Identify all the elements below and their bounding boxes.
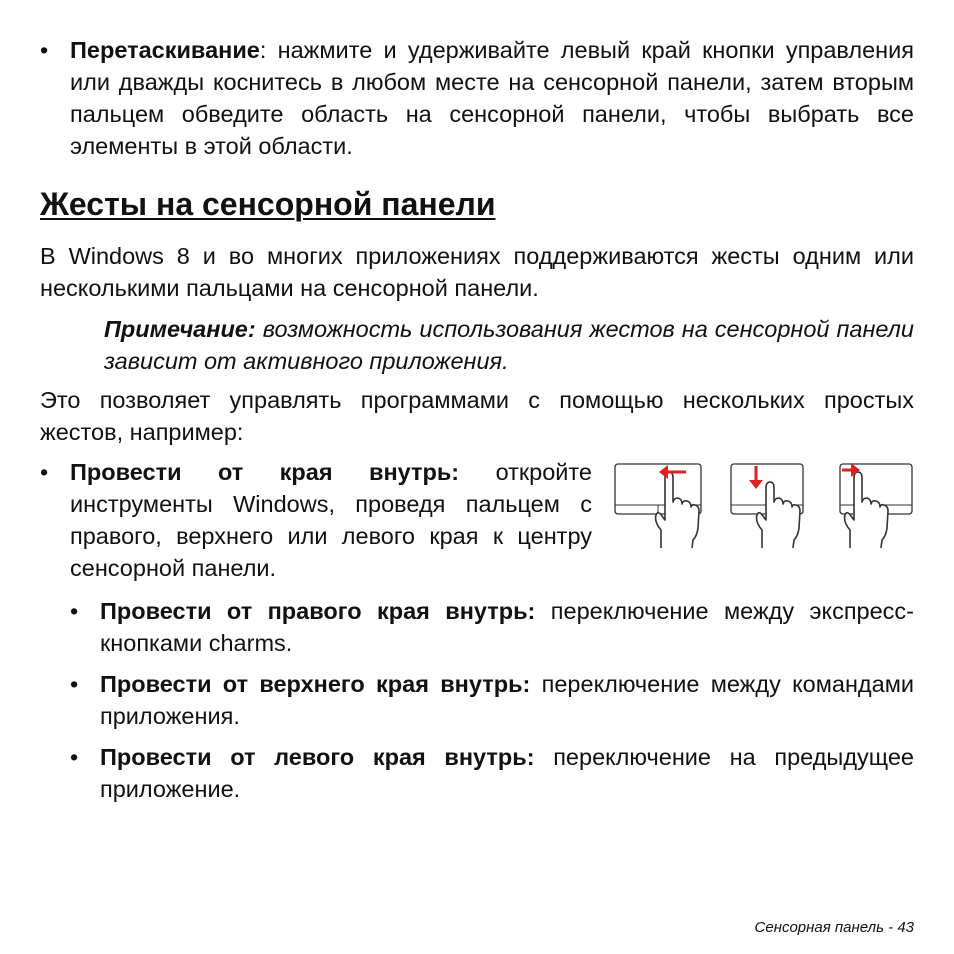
- footer-separator: -: [883, 919, 898, 936]
- drag-paragraph: [70, 34, 914, 162]
- page-footer: [755, 918, 914, 938]
- drag-colon: :: [259, 37, 267, 63]
- page-number: 43: [897, 919, 914, 936]
- bullet-sub-1: •: [70, 598, 79, 624]
- sub-item-term: Провести от правого края внутрь:: [100, 598, 536, 624]
- footer-section: Сенсорная панель: [754, 919, 884, 936]
- note-paragraph: [104, 313, 914, 377]
- sub-item-text: переключение между командами приложения.: [100, 671, 914, 729]
- swipe-in-paragraph: [70, 456, 592, 584]
- intro-paragraph: В Windows 8 и во многих приложениях поддерживаются жесты одним или несколькими пальцами на сенсорной панели.: [40, 243, 914, 301]
- bullet-sub-3: •: [70, 744, 79, 770]
- sub-item-right-edge: [100, 595, 914, 659]
- sub-item-term: Провести от верхнего края внутрь:: [100, 671, 531, 697]
- sub-item-term: Провести от левого края внутрь:: [100, 744, 535, 770]
- note-text: возможность использования жестов на сенсорной панели зависит от активного приложения.: [104, 316, 914, 374]
- bullet-swipe-in: •: [40, 459, 49, 485]
- gesture-illustrations: [612, 460, 917, 552]
- sub-item-text: переключение между экспресс-кнопками charms.: [100, 598, 915, 656]
- swipe-left-edge-icon: [838, 460, 918, 552]
- swipe-top-edge-icon: [728, 460, 822, 552]
- drag-term: Перетаскивание: [70, 37, 260, 63]
- section-heading: Жесты на сенсорной панели: [40, 186, 496, 222]
- sub-item-top-edge: [100, 668, 914, 732]
- allows-paragraph: Это позволяет управлять программами с помощью нескольких простых жестов, например:: [40, 387, 914, 445]
- bullet-sub-2: •: [70, 671, 79, 697]
- note-label: Примечание:: [104, 316, 256, 342]
- swipe-in-text: откройте инструменты Windows, проведя пальцем с правого, верхнего или левого края к центру сенсорной панели.: [70, 459, 593, 581]
- bullet-drag: •: [40, 37, 49, 63]
- swipe-right-edge-icon: [612, 460, 706, 552]
- drag-text: нажмите и удерживайте левый край кнопки управления или дважды коснитесь в любом месте на сенсорной панели, затем вторым пальцем обведите область на сенсорной панели, чтобы выбрать все элементы в этой области.: [70, 37, 914, 159]
- sub-item-text: переключение на предыдущее приложение.: [100, 744, 914, 802]
- swipe-in-term: Провести от края внутрь:: [70, 459, 460, 485]
- sub-item-left-edge: [100, 741, 914, 805]
